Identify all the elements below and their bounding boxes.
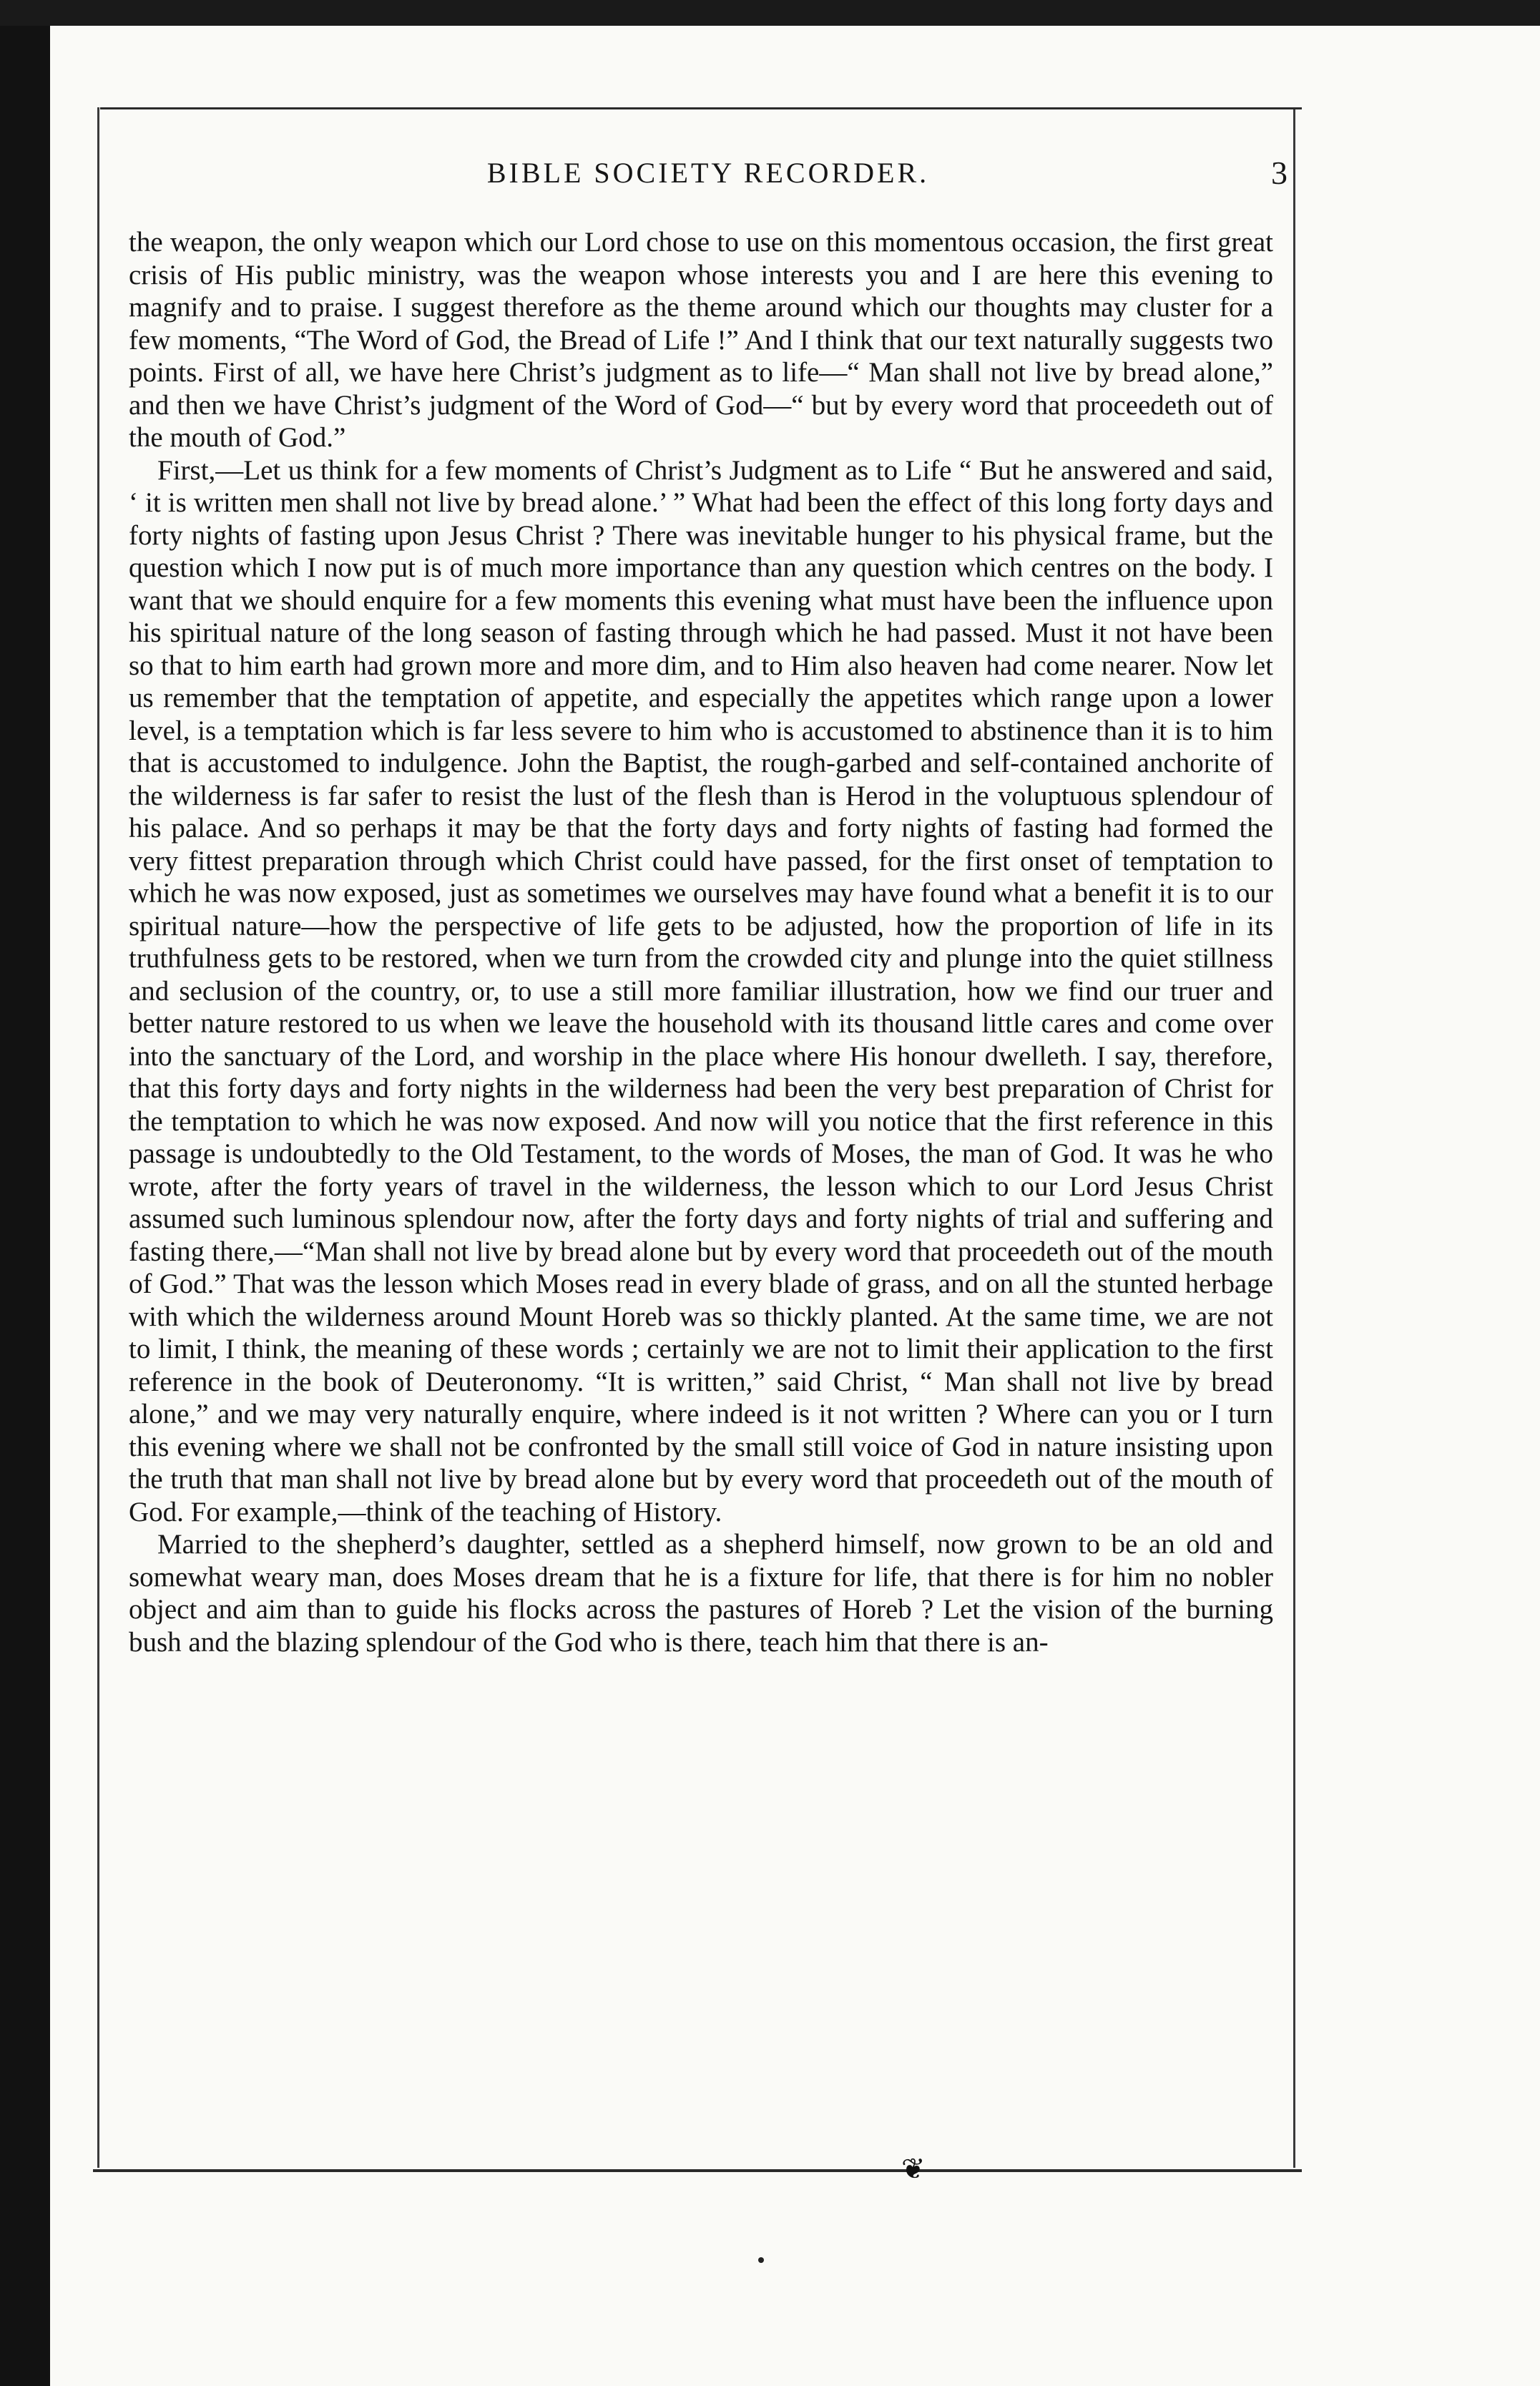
paragraph: First,—Let us think for a few moments of Christ’s Judgment as to Life “ But he answered and said, ‘ it is written men shall not live by bread alone.’ ” What had been the effect of this long forty days and forty nights of fasting upon Jesus Christ ? There was inevitable hunger to his physical frame, but the question which I now put is of much more importance than any question which centres on the body. I want that we should enquire for a few moments this evening what must have been the influence upon his spiritual nature of the long season of fasting through which he had passed. Must it not have been so that to him earth had grown more and more dim, and to Him also heaven had come nearer. Now let us remember that the temptation of appetite, and especially the appetites which range upon a lower level, is a temptation which is far less severe to him who is accustomed to abstinence than it is to him that is accustomed to indulgence. John the Baptist, the rough-garbed and self-contained anchorite of the wilderness is far safer to resist the lust of the flesh than is Herod in the voluptuous splendour of his palace. And so perhaps it may be that the forty days and forty nights of fasting had formed the very fittest preparation through which Christ could have passed, for the first onset of temptation to which he was now exposed, just as sometimes we ourselves may have found what a benefit it is to our spiritual nature—how the perspective of life gets to be adjusted, how the proportion of life in its truthfulness gets to be restored, when we turn from the crowded city and plunge into the quiet stillness and seclusion of the country, or, to use a still more familiar illustration, how we find our truer and better nature restored to us when we leave the household with its thousand little cares and come over into the sanctuary of the Lord, and worship in the place where His honour dwelleth. I say, therefore, that this forty days and forty nights in the wilderness had been the very best preparation of Christ for the temptation to which he was now exposed. And now will you notice that the first reference in this passage is undoubtedly to the Old Testament, to the words of Moses, the man of God. It was he who wrote, after the forty years of travel in the wilderness, the lesson which to our Lord Jesus Christ assumed such luminous splendour now, after the forty days and forty nights of trial and suffering and fasting there,—“Man shall not live by bread alone but by every word that proceedeth out of the mouth of God.” That was the lesson which Moses read in every blade of grass, and on all the stunted herbage with which the wilderness around Mount Horeb was so thickly planted. At the same time, we are not to limit, I think, the meaning of these words ; certainly we are not to limit their application to the first reference in the book of Deuteronomy. “It is written,” said Christ, “ Man shall not live by bread alone,” and we may very naturally enquire, where indeed is it not written ? Where can you or I turn this evening where we shall not be confronted by the small still voice of God in nature insisting upon the truth that man shall not live by bread alone but by every word that proceedeth out of the mouth of God. For example,—think of the teaching of History.: [129, 454, 1273, 1527]
running-head: [129, 152, 1288, 195]
top-rule: [100, 107, 1302, 109]
paragraph: Married to the shepherd’s daughter, settled as a shepherd himself, now grown to be an old and somewhat weary man, does Moses dream that he is a fixture for life, that there is for him no nobler object and aim than to guide his flocks across the pastures of Horeb ? Let the vision of the burning bush and the blazing splendour of the God who is there, teach him that there is an-: [129, 1529, 1273, 1658]
running-title: BIBLE SOCIETY RECORDER.: [486, 157, 930, 189]
ink-dot: [758, 2257, 764, 2263]
fleuron-icon: ❦: [901, 2153, 926, 2186]
scan-top-edge: [0, 0, 1540, 26]
left-margin-rule: [97, 107, 99, 2168]
right-margin-rule: [1293, 107, 1295, 2168]
paragraph: the weapon, the only weapon which our Lord chose to use on this momentous occasion, the first great crisis of His public ministry, was the weapon whose interests you and I are here this evening to magnify and to praise. I suggest therefore as the theme around which our thoughts may cluster for a few moments, “The Word of God, the Bread of Life !” And I think that our text naturally suggests two points. First of all, we have here Christ’s judgment as to life—“ Man shall not live by bread alone,” and then we have Christ’s judgment of the Word of God—“ but by every word that proceedeth out of the mouth of God.”: [129, 227, 1273, 453]
scan-left-edge: [0, 26, 50, 2386]
bottom-rule: [93, 2169, 1302, 2172]
page-number: 3: [1271, 155, 1288, 191]
article-body: [129, 226, 1273, 1658]
